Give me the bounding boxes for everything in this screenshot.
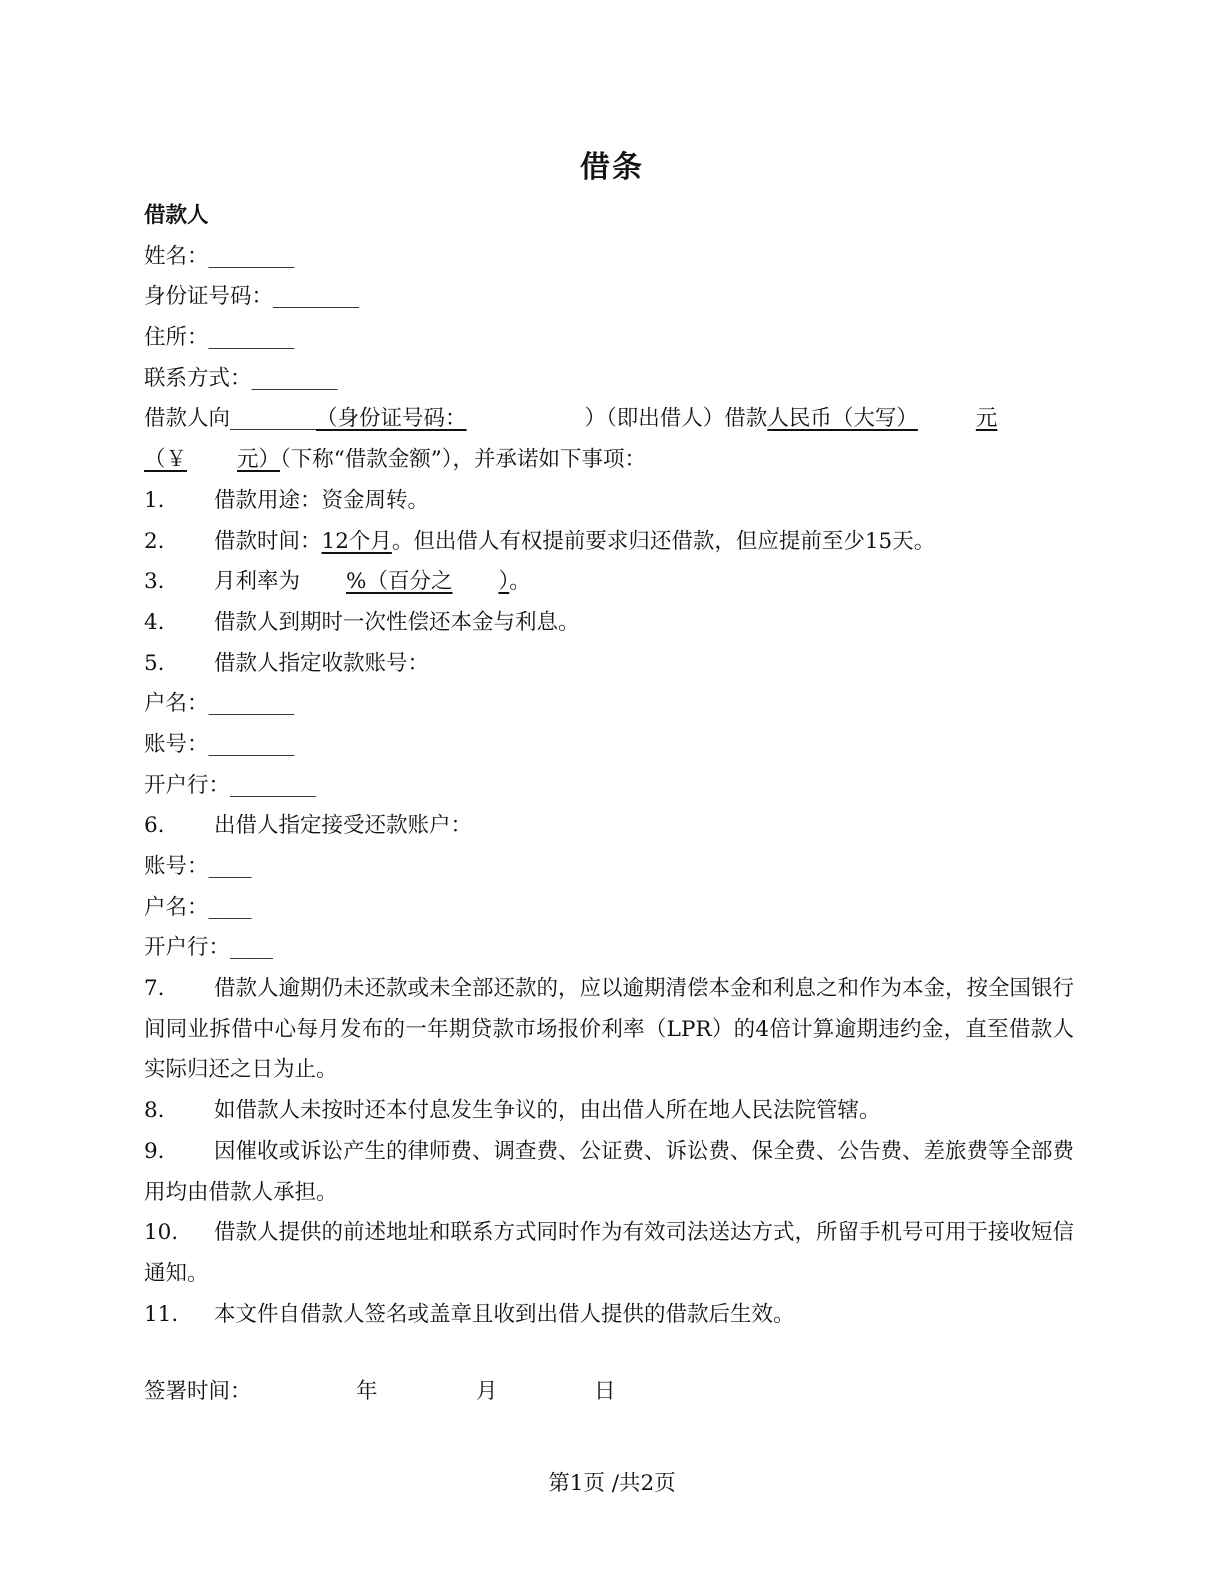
intro-text: （下称“借款金额”），并承诺如下事项： bbox=[280, 447, 647, 473]
clause-3 bbox=[144, 562, 1074, 603]
clause-text: 借款时间： bbox=[214, 528, 322, 554]
field-label: 联系方式： bbox=[144, 365, 252, 391]
blank-field: ____ bbox=[230, 935, 274, 961]
amount-label: 人民币（大写） bbox=[767, 406, 918, 432]
loan-term-value: 12个月 bbox=[321, 528, 392, 554]
rate-label: %（百分之 bbox=[346, 569, 453, 595]
clause-text: 因催收或诉讼产生的律师费、调查费、公证费、诉讼费、保全费、公告费、差旅费等全部费用均由借款人承担。 bbox=[144, 1138, 1075, 1205]
page-footer: 第1页 /共2页 bbox=[548, 1471, 676, 1496]
signature-date-line bbox=[144, 1374, 616, 1405]
signature-label: 签署时间： bbox=[144, 1379, 252, 1404]
blank-field: ________ bbox=[208, 691, 295, 717]
amount-figure-clause bbox=[144, 447, 280, 472]
clause-text: 出借人指定接受还款账户： bbox=[214, 813, 473, 839]
field-label: 开户行： bbox=[144, 935, 231, 961]
clause-text: 借款人到期时一次性偿还本金与利息。 bbox=[214, 609, 580, 635]
field-address bbox=[144, 318, 1074, 359]
clause-7 bbox=[144, 969, 1074, 1091]
intro-line-1 bbox=[144, 399, 1074, 440]
clause-number: 10. bbox=[144, 1220, 179, 1246]
clause-6 bbox=[144, 806, 1074, 847]
lender-account-number bbox=[144, 847, 1074, 888]
lender-id-label: （身份证号码： bbox=[316, 406, 467, 432]
clause-9 bbox=[144, 1132, 1074, 1213]
clause-number: 9. bbox=[144, 1138, 165, 1164]
clause-number: 8. bbox=[144, 1098, 165, 1124]
field-label: 账号： bbox=[144, 854, 209, 879]
field-label: 户名： bbox=[144, 691, 209, 717]
clause-8 bbox=[144, 1091, 1074, 1132]
blank-field: ________ bbox=[273, 284, 360, 310]
blank-field: ____ bbox=[208, 854, 252, 879]
clause-5 bbox=[144, 644, 1074, 685]
lender-name-blank: ________ bbox=[230, 406, 317, 432]
field-contact bbox=[144, 359, 1074, 400]
blank-field: ____ bbox=[208, 894, 252, 920]
field-label: 户名： bbox=[144, 894, 209, 920]
intro-text: 借款人向 bbox=[144, 406, 231, 432]
clause-text: 借款用途：资金周转。 bbox=[214, 487, 430, 513]
clause-text: 。 bbox=[509, 569, 531, 595]
clause-number: 11. bbox=[144, 1301, 179, 1327]
lender-account-name bbox=[144, 888, 1074, 929]
clause-11 bbox=[144, 1295, 1074, 1336]
blank-field: ________ bbox=[208, 731, 295, 757]
rate-close: ） bbox=[498, 569, 510, 595]
lender-account-bank bbox=[144, 928, 1074, 969]
clause-2 bbox=[144, 522, 1074, 563]
lender-id-clause bbox=[316, 406, 585, 431]
borrower-account-bank bbox=[144, 766, 1074, 807]
field-label: 开户行： bbox=[144, 772, 231, 798]
blank-field: ________ bbox=[208, 243, 295, 269]
field-label: 住所： bbox=[144, 325, 209, 351]
amount-figure-label: （￥ bbox=[144, 447, 188, 473]
field-label: 身份证号码： bbox=[144, 284, 274, 310]
signature-month: 月 bbox=[476, 1379, 498, 1404]
amount-clause bbox=[767, 406, 997, 431]
signature-year: 年 bbox=[356, 1379, 378, 1404]
clause-text: 借款人提供的前述地址和联系方式同时作为有效司法送达方式，所留手机号可用于接收短信通知。 bbox=[144, 1220, 1075, 1286]
field-label: 账号： bbox=[144, 731, 209, 757]
clause-text: 。但出借人有权提前要求归还借款，但应提前至少15天。 bbox=[391, 528, 936, 554]
clause-10 bbox=[144, 1213, 1074, 1294]
field-name bbox=[144, 237, 1074, 278]
clause-number: 1. bbox=[144, 487, 165, 513]
clause-number: 7. bbox=[144, 976, 165, 1002]
document-body bbox=[144, 196, 1074, 1335]
intro-text: ） bbox=[584, 406, 607, 432]
clause-number: 2. bbox=[144, 528, 165, 554]
blank-field: ________ bbox=[208, 325, 295, 351]
field-id-number bbox=[144, 277, 1074, 318]
clause-text: 月利率为 bbox=[214, 569, 301, 595]
clause-text: 借款人逾期仍未还款或未全部还款的，应以逾期清偿本金和利息之和作为本金，按全国银行间同业拆借中心每月发布的一年期贷款市场报价利率（LPR）的4倍计算逾期违约金，直至借款人实际归还之日为止。 bbox=[144, 976, 1075, 1083]
clause-text: 本文件自借款人签名或盖章且收到出借人提供的借款后生效。 bbox=[214, 1301, 795, 1327]
borrower-account-number bbox=[144, 725, 1074, 766]
clause-number: 3. bbox=[144, 569, 165, 595]
clause-4 bbox=[144, 603, 1074, 644]
clause-1 bbox=[144, 481, 1074, 522]
interest-rate-clause bbox=[300, 569, 509, 594]
clause-text: 如借款人未按时还本付息发生争议的，由出借人所在地人民法院管辖。 bbox=[214, 1098, 881, 1124]
signature-day: 日 bbox=[594, 1379, 616, 1404]
borrower-account-name bbox=[144, 684, 1074, 725]
intro-text: （即出借人）借款 bbox=[606, 406, 768, 432]
clause-number: 5. bbox=[144, 650, 165, 676]
intro-line-2 bbox=[144, 440, 1074, 481]
amount-unit: 元 bbox=[975, 406, 998, 432]
document-title: 借条 bbox=[580, 150, 644, 185]
blank-field: ________ bbox=[230, 772, 317, 798]
field-label: 姓名： bbox=[144, 243, 209, 269]
amount-figure-unit: 元） bbox=[237, 447, 281, 473]
blank-field: ________ bbox=[251, 365, 338, 391]
clause-text: 借款人指定收款账号： bbox=[214, 650, 430, 676]
clause-number: 4. bbox=[144, 609, 165, 635]
borrower-heading: 借款人 bbox=[144, 203, 209, 228]
clause-number: 6. bbox=[144, 813, 165, 839]
